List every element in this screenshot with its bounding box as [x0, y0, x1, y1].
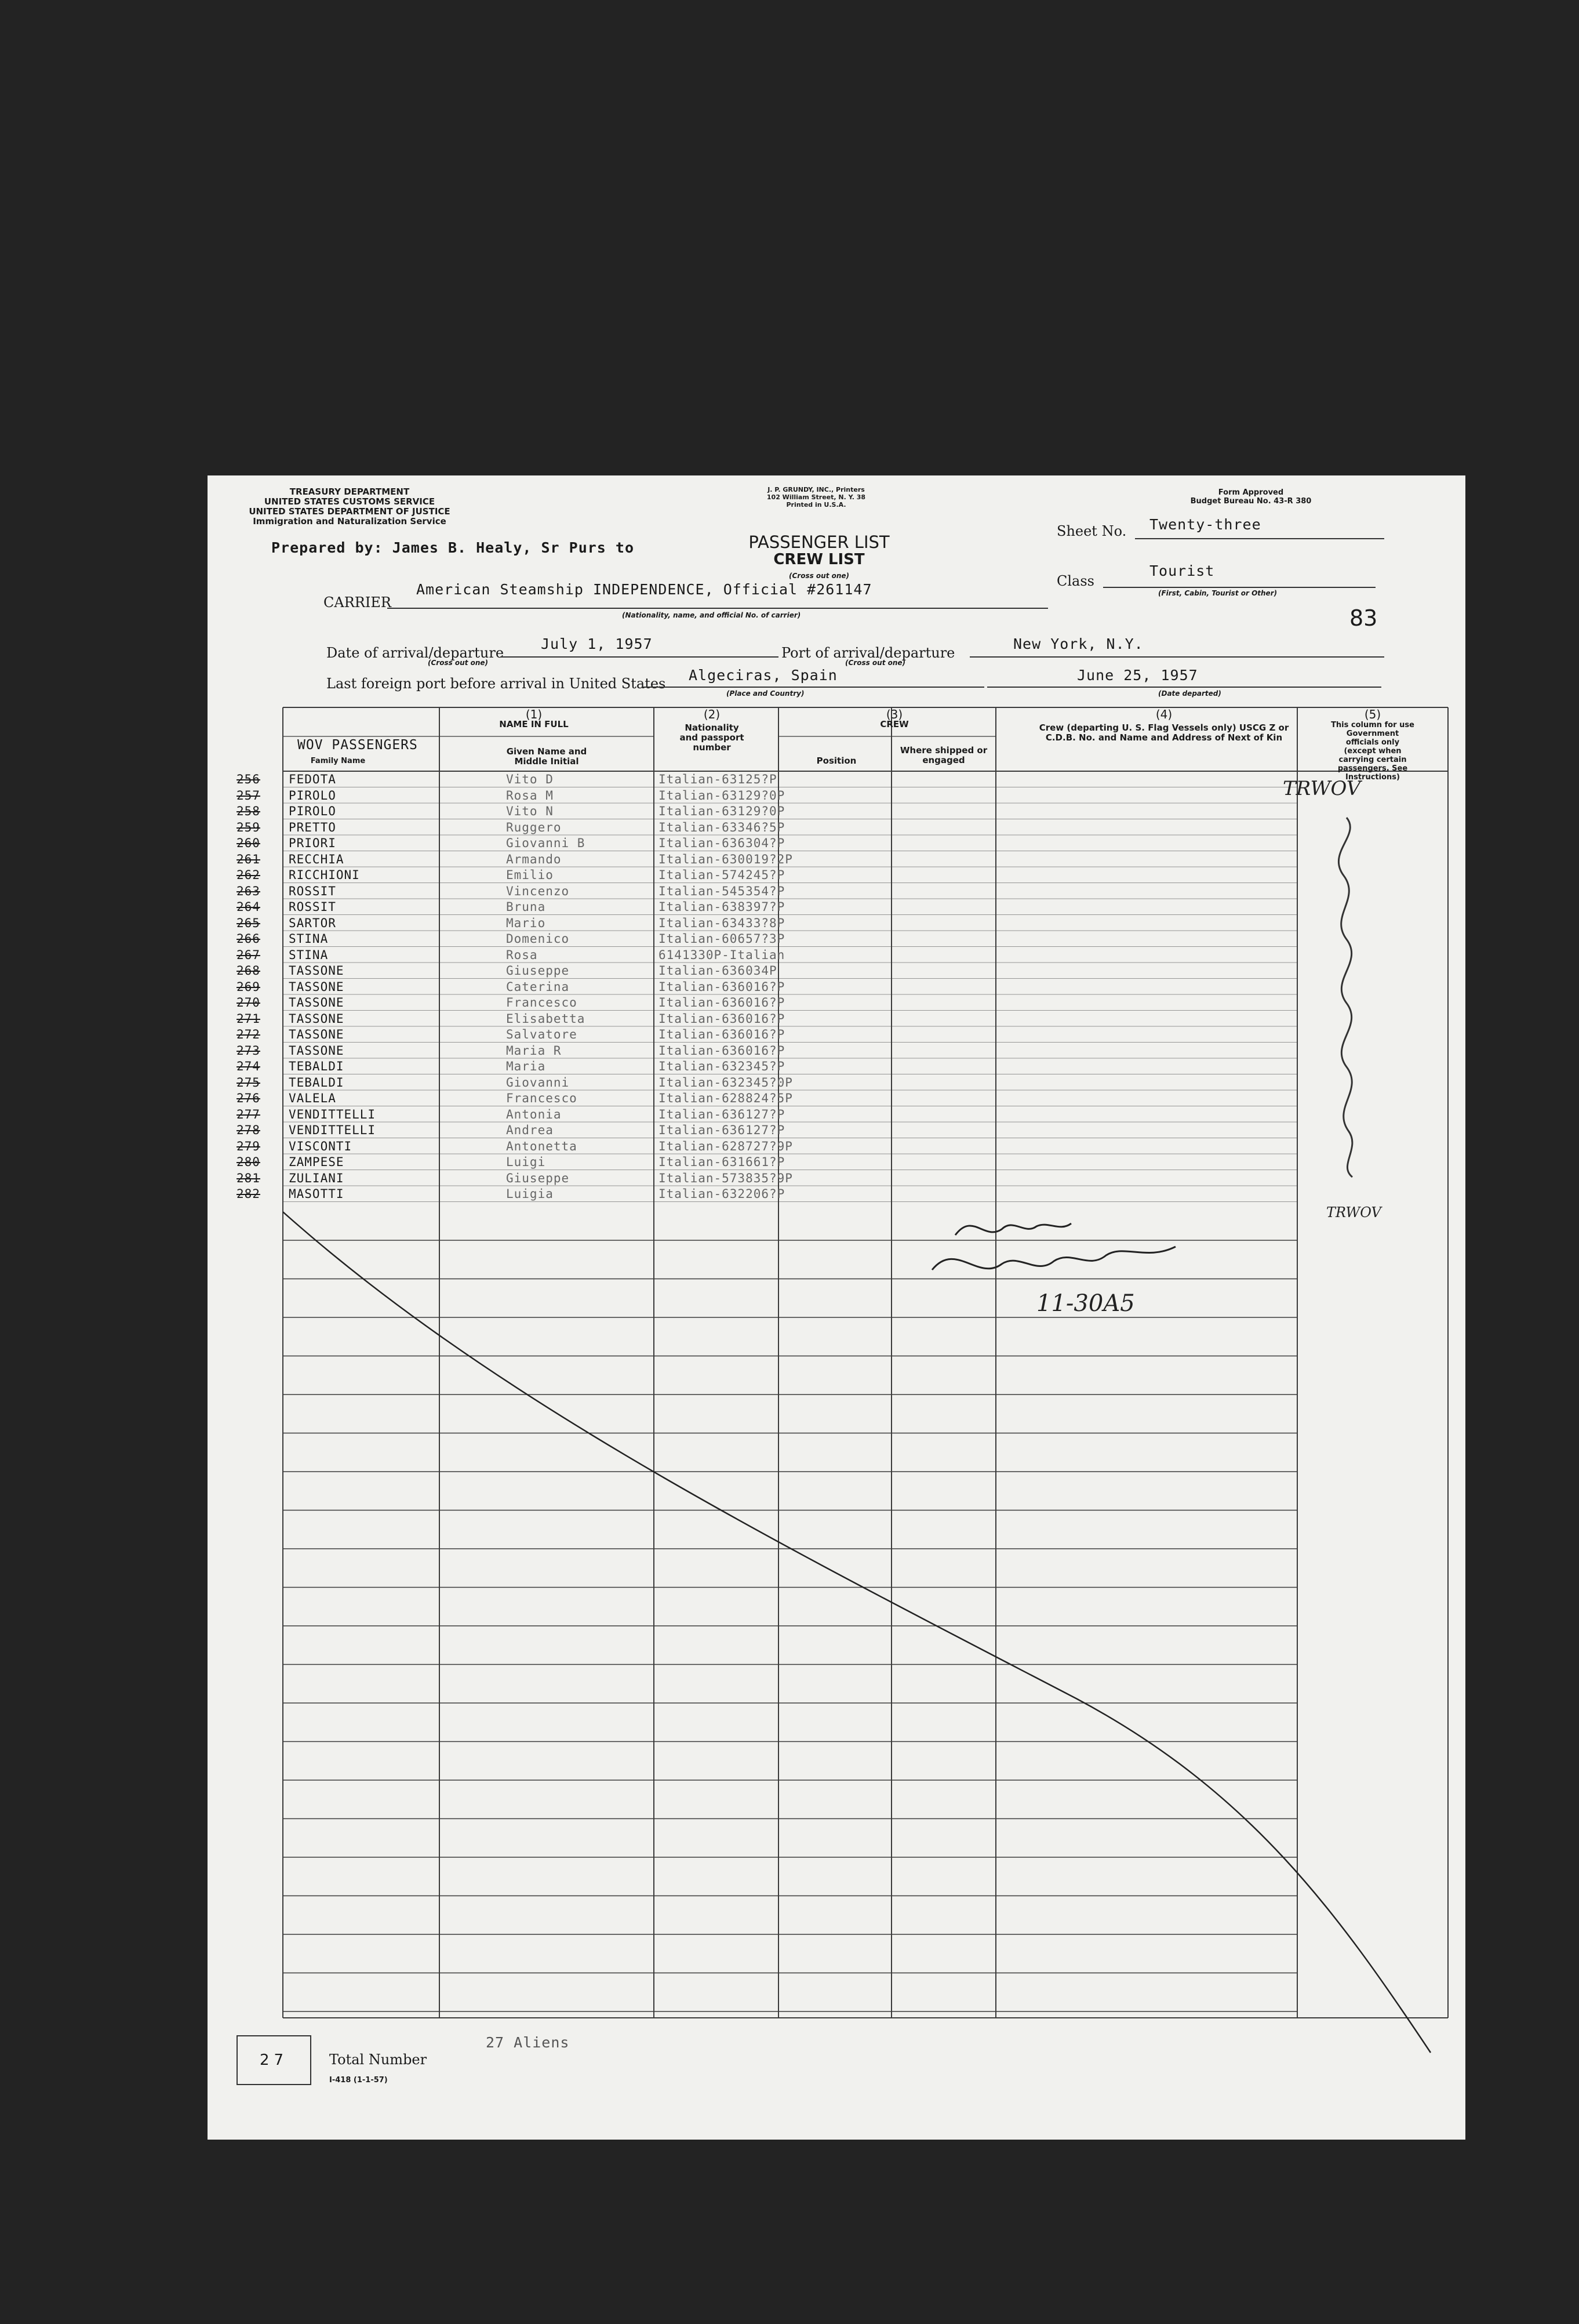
section-label: WOV PASSENGERS: [297, 738, 418, 753]
class-value: Tourist: [1149, 562, 1215, 579]
family-name: PRIORI: [289, 836, 336, 850]
page-number: 83: [1349, 605, 1378, 631]
row-number: 282: [237, 1187, 260, 1201]
trwov-top-note: TRWOV: [1283, 777, 1361, 800]
signature-date: 11-30A5: [1036, 1290, 1135, 1317]
arrival-value: July 1, 1957: [541, 636, 653, 652]
given-name: Armando: [506, 852, 562, 866]
date-departed-caption: (Date departed): [1158, 689, 1221, 698]
row-number: 257: [237, 788, 260, 802]
given-name: Rosa M: [506, 788, 554, 802]
family-name: MASOTTI: [289, 1187, 344, 1201]
total-count-box: 27: [237, 2035, 311, 2085]
nationality-passport: Italian-636016?P: [658, 1027, 785, 1041]
family-name: RECCHIA: [289, 852, 344, 866]
given-name: Vito D: [506, 772, 554, 786]
given-name: Vincenzo: [506, 884, 570, 898]
form-code: I-418 (1-1-57): [329, 2076, 388, 2085]
agency-line-customs: UNITED STATES CUSTOMS SERVICE: [264, 496, 435, 507]
last-port-caption: (Place and Country): [726, 689, 805, 698]
family-name: ZULIANI: [289, 1171, 344, 1185]
row-number: 274: [237, 1059, 260, 1073]
family-name: VENDITTELLI: [289, 1107, 376, 1121]
sheet-label: Sheet No.: [1057, 523, 1127, 539]
port-caption: (Cross out one): [845, 659, 906, 667]
col1-header: [439, 707, 628, 729]
col3-title: CREW: [880, 719, 909, 729]
total-label: Total Number: [329, 2051, 427, 2068]
row-number: 267: [237, 947, 260, 962]
nationality-passport: Italian-60657?3P: [658, 932, 785, 946]
row-number: 259: [237, 820, 260, 834]
nationality-passport: Italian-630019?2P: [658, 852, 793, 866]
nationality-passport: Italian-573835?9P: [658, 1171, 793, 1185]
col5-title: This column for use Government officials only (except when carrying certain passengers. See Instructions): [1331, 721, 1414, 782]
given-name: Elisabetta: [506, 1011, 585, 1026]
nationality-passport: Italian-636016?P: [658, 979, 785, 994]
aliens-note: 27 Aliens: [486, 2034, 570, 2051]
family-name: TASSONE: [289, 1011, 344, 1026]
family-name: STINA: [289, 947, 329, 962]
nationality-passport: Italian-545354?P: [658, 884, 785, 898]
family-name: VALELA: [289, 1091, 336, 1105]
family-name: SARTOR: [289, 916, 336, 930]
carrier-caption: (Nationality, name, and official No. of carrier): [622, 611, 801, 619]
sheet-value: Twenty-three: [1149, 516, 1261, 533]
family-name: TASSONE: [289, 996, 344, 1010]
family-name: PIROLO: [289, 804, 336, 818]
nationality-passport: Italian-636127?P: [658, 1107, 785, 1121]
given-name: Francesco: [506, 1091, 577, 1105]
nationality-passport: Italian-63433?8P: [658, 916, 785, 930]
given-name: Andrea: [506, 1123, 554, 1137]
given-name: Antonetta: [506, 1139, 577, 1153]
given-name: Rosa: [506, 947, 538, 962]
nationality-passport: Italian-636304?P: [658, 836, 785, 850]
last-port-value: Algeciras, Spain: [689, 667, 838, 684]
row-number: 264: [237, 900, 260, 914]
agency-line-justice: UNITED STATES DEPARTMENT OF JUSTICE: [249, 506, 450, 517]
family-name: ZAMPESE: [289, 1155, 344, 1169]
nationality-passport: Italian-574245?P: [658, 868, 785, 882]
col2-number: (2): [703, 707, 721, 721]
given-name: Vito N: [506, 804, 554, 818]
col3-header: [778, 707, 1010, 729]
given-name: Luigi: [506, 1155, 546, 1169]
position-header: Position: [816, 756, 857, 766]
date-departed-value: June 25, 1957: [1077, 667, 1198, 684]
passenger-list-form: [208, 475, 1465, 2140]
row-number: 266: [237, 932, 260, 946]
row-number: 271: [237, 1011, 260, 1026]
family-name: ROSSIT: [289, 900, 336, 914]
form-approved-line-2: Budget Bureau No. 43-R 380: [1190, 497, 1312, 506]
col1-number: (1): [525, 707, 543, 721]
given-name: Caterina: [506, 979, 570, 994]
row-number: 275: [237, 1075, 260, 1090]
trwov-bottom-note: TRWOV: [1326, 1204, 1381, 1221]
nationality-passport: Italian-63129?0P: [658, 804, 785, 818]
col2-header: [654, 707, 770, 753]
row-number: 260: [237, 836, 260, 850]
family-name: TEBALDI: [289, 1075, 344, 1090]
col4-title: Crew (departing U. S. Flag Vessels only) USCG Z or C.D.B. No. and Name and Address of Next of Kin: [1039, 722, 1289, 743]
nationality-passport: Italian-631661?P: [658, 1155, 785, 1169]
given-name: Giuseppe: [506, 1171, 570, 1185]
row-number: 272: [237, 1027, 260, 1041]
port-label: Port of arrival/departure: [781, 645, 955, 661]
given-name: Maria: [506, 1059, 546, 1073]
class-caption: (First, Cabin, Tourist or Other): [1158, 589, 1278, 597]
given-name: Luigia: [506, 1187, 554, 1201]
family-name: TASSONE: [289, 964, 344, 978]
row-number: 262: [237, 868, 260, 882]
family-name: PRETTO: [289, 820, 336, 834]
nationality-passport: Italian-638397?P: [658, 900, 785, 914]
col3-number: (3): [886, 707, 903, 721]
given-name: Francesco: [506, 996, 577, 1010]
carrier-value: American Steamship INDEPENDENCE, Official #261147: [416, 581, 872, 598]
nationality-passport: Italian-636016?P: [658, 1043, 785, 1058]
agency-line-treasury: TREASURY DEPARTMENT: [289, 486, 410, 497]
family-name: TASSONE: [289, 979, 344, 994]
row-number: 269: [237, 979, 260, 994]
col4-number: (4): [1155, 707, 1173, 721]
given-name: Giovanni B: [506, 836, 585, 850]
title-cross-out-caption: (Cross out one): [788, 572, 850, 580]
given-name: Bruna: [506, 900, 546, 914]
row-number: 276: [237, 1091, 260, 1105]
given-name: Domenico: [506, 932, 570, 946]
title-crew-list: CREW LIST: [773, 551, 865, 568]
family-name: STINA: [289, 932, 329, 946]
nationality-passport: Italian-636016?P: [658, 996, 785, 1010]
col5-number: (5): [1364, 707, 1381, 721]
row-number: 265: [237, 916, 260, 930]
given-name: Ruggero: [506, 820, 562, 834]
family-name: FEDOTA: [289, 772, 336, 786]
printer-line-2: 102 William Street, N. Y. 38: [766, 493, 866, 501]
arrival-label: Date of arrival/departure: [326, 645, 504, 661]
nationality-passport: Italian-636127?P: [658, 1123, 785, 1137]
title-passenger-list: PASSENGER LIST: [748, 532, 890, 552]
nationality-passport: Italian-636034P: [658, 964, 777, 978]
col1-title: NAME IN FULL: [499, 719, 569, 729]
given-name: Emilio: [506, 868, 554, 882]
family-name: ROSSIT: [289, 884, 336, 898]
given-name: Antonia: [506, 1107, 562, 1121]
form-approved-line-1: Form Approved: [1218, 488, 1284, 497]
nationality-passport: Italian-628824?5P: [658, 1091, 793, 1105]
nationality-passport: Italian-632206?P: [658, 1187, 785, 1201]
given-name: Salvatore: [506, 1027, 577, 1041]
row-number: 270: [237, 996, 260, 1010]
nationality-passport: Italian-632345?0P: [658, 1075, 793, 1090]
given-name: Maria R: [506, 1043, 562, 1058]
row-number: 277: [237, 1107, 260, 1121]
nationality-passport: Italian-636016?P: [658, 1011, 785, 1026]
printer-line-3: Printed in U.S.A.: [786, 501, 846, 509]
given-name: Mario: [506, 916, 546, 930]
nationality-passport: Italian-632345?P: [658, 1059, 785, 1073]
family-name: PIROLO: [289, 788, 336, 802]
nationality-passport: 6141330P-Italian: [658, 947, 785, 962]
col5-header: [1297, 707, 1448, 782]
col2-title: Nationality and passport number: [679, 722, 744, 753]
row-number: 258: [237, 804, 260, 818]
carrier-label: CARRIER: [323, 594, 391, 611]
class-label: Class: [1057, 573, 1094, 589]
where-shipped-header: Where shipped or engaged: [900, 745, 988, 765]
family-name: TEBALDI: [289, 1059, 344, 1073]
family-name: VENDITTELLI: [289, 1123, 376, 1137]
family-name: VISCONTI: [289, 1139, 352, 1153]
col4-header: [996, 707, 1332, 743]
row-number: 256: [237, 772, 260, 786]
family-name: TASSONE: [289, 1027, 344, 1041]
row-number: 280: [237, 1155, 260, 1169]
given-name: Giovanni: [506, 1075, 570, 1090]
row-number: 273: [237, 1043, 260, 1058]
nationality-passport: Italian-628727?9P: [658, 1139, 793, 1153]
row-number: 268: [237, 964, 260, 978]
family-name: TASSONE: [289, 1043, 344, 1058]
nationality-passport: Italian-63125?P: [658, 772, 777, 786]
family-name-header: Family Name: [310, 757, 366, 765]
row-number: 281: [237, 1171, 260, 1185]
printer-line-1: J. P. GRUNDY, INC., Printers: [767, 486, 865, 493]
row-number: 263: [237, 884, 260, 898]
given-name-header: Given Name and Middle Initial: [506, 746, 587, 767]
given-name: Giuseppe: [506, 964, 570, 978]
row-number: 278: [237, 1123, 260, 1137]
prepared-by: Prepared by: James B. Healy, Sr Purs to: [271, 539, 634, 556]
nationality-passport: Italian-63346?5P: [658, 820, 785, 834]
nationality-passport: Italian-63129?0P: [658, 788, 785, 802]
last-port-label: Last foreign port before arrival in United States: [326, 676, 666, 692]
row-number: 261: [237, 852, 260, 866]
row-number: 279: [237, 1139, 260, 1153]
agency-line-ins: Immigration and Naturalization Service: [253, 516, 446, 526]
arrival-caption: (Cross out one): [428, 659, 489, 667]
port-value: New York, N.Y.: [1013, 636, 1144, 652]
family-name: RICCHIONI: [289, 868, 360, 882]
